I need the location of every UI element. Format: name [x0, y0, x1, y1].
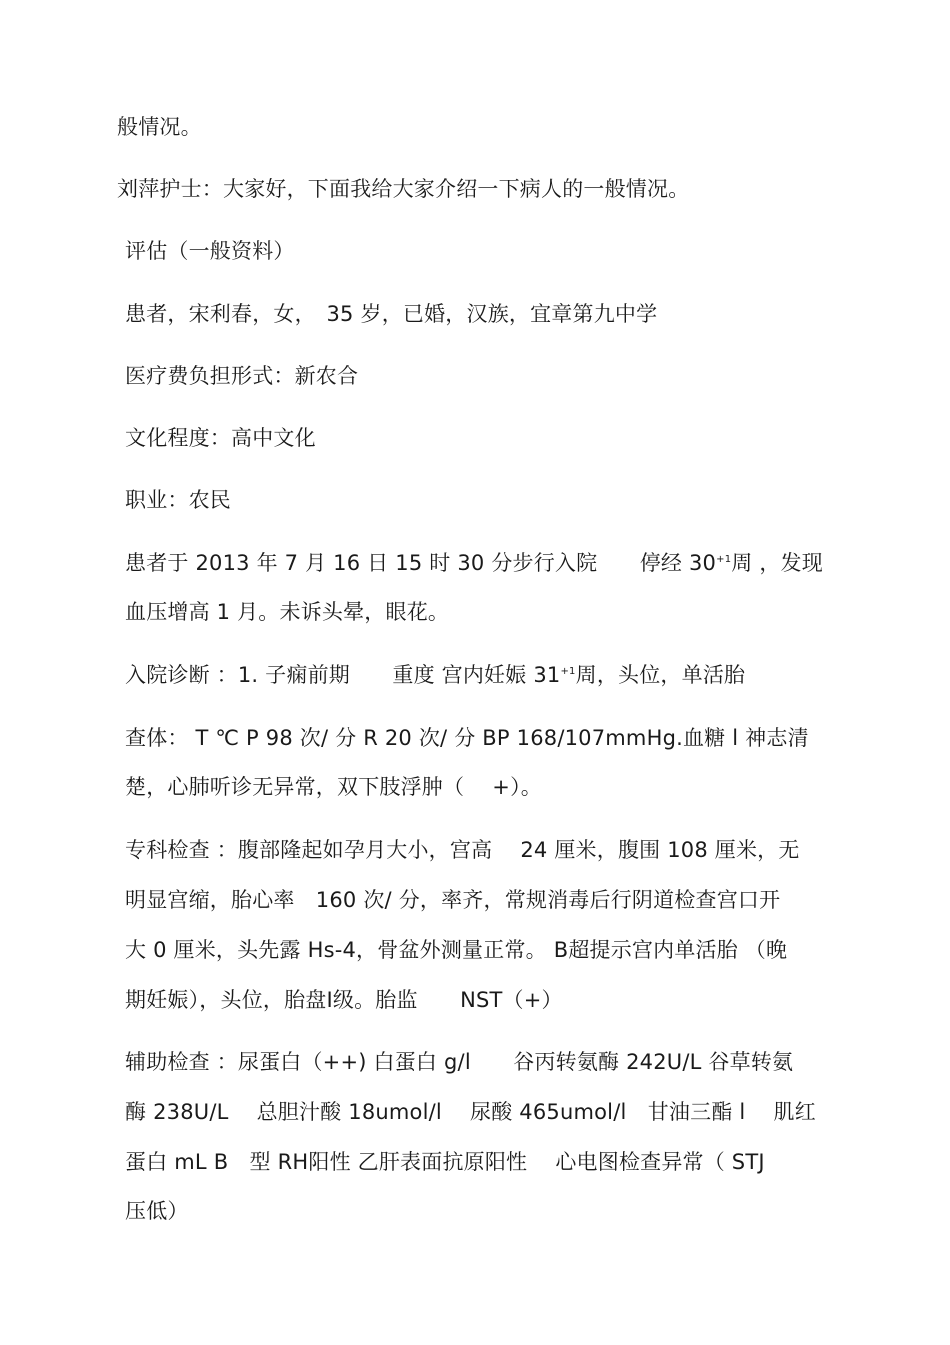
text-segment: 周 ，发现	[731, 551, 823, 575]
text-line: 职业：农民	[125, 488, 231, 512]
section-heading: 评估（一般资料）	[125, 239, 295, 263]
text-line: 医疗费负担形式：新农合	[125, 364, 359, 388]
text-line: 文化程度：高中文化	[125, 426, 316, 450]
text-line: 酶 238U/L 总胆汁酸 18umol/l 尿酸 465umol/l 甘油三酯 l 肌红	[125, 1100, 816, 1124]
text-line: 专科检查 ：腹部隆起如孕月大小，宫高 24 厘米，腹围 108 厘米，无	[125, 838, 800, 862]
text-line: 明显宫缩，胎心率 160 次/ 分，率齐，常规消毒后行阴道检查宫口开	[125, 888, 781, 912]
text-line: 期妊娠），头位，胎盘Ⅰ级。胎监 NST（+）	[125, 988, 563, 1012]
text-line: 查体： T ℃ P 98 次/ 分 R 20 次/ 分 BP 168/107mmHg.血糖 l 神志清	[125, 726, 809, 750]
text-line: 大 0 厘米，头先露 Hs-4，骨盆外测量正常。 B超提示宫内单活胎 （晚	[125, 938, 788, 962]
text-line: 患者，宋利春，女， 35 岁，已婚，汉族，宜章第九中学	[125, 302, 658, 326]
text-segment: 周，头位，单活胎	[575, 663, 746, 687]
text-line: 压低）	[125, 1199, 189, 1223]
text-line: 楚，心肺听诊无异常，双下肢浮肿（ +）。	[125, 775, 542, 799]
text-line: 般情况。	[117, 115, 202, 139]
text-segment: 入院诊断 ：1. 子痫前期 重度 宫内妊娠 31	[125, 663, 561, 687]
superscript: +1	[716, 554, 732, 565]
text-segment: 患者于 2013 年 7 月 16 日 15 时 30 分步行入院 停经 30	[125, 551, 717, 575]
text-line: 辅助检查 ：尿蛋白（++) 白蛋白 g/l 谷丙转氨酶 242U/L 谷草转氨	[125, 1050, 794, 1074]
text-line	[125, 548, 823, 578]
text-line: 蛋白 mL B 型 RH阳性 乙肝表面抗原阳性 心电图检查异常（ STJ	[125, 1150, 765, 1174]
text-line	[125, 660, 745, 690]
text-line: 血压增高 1 月。未诉头晕，眼花。	[125, 600, 450, 624]
superscript: +1	[560, 666, 576, 677]
text-line: 刘萍护士：大家好，下面我给大家介绍一下病人的一般情况。	[117, 177, 690, 201]
